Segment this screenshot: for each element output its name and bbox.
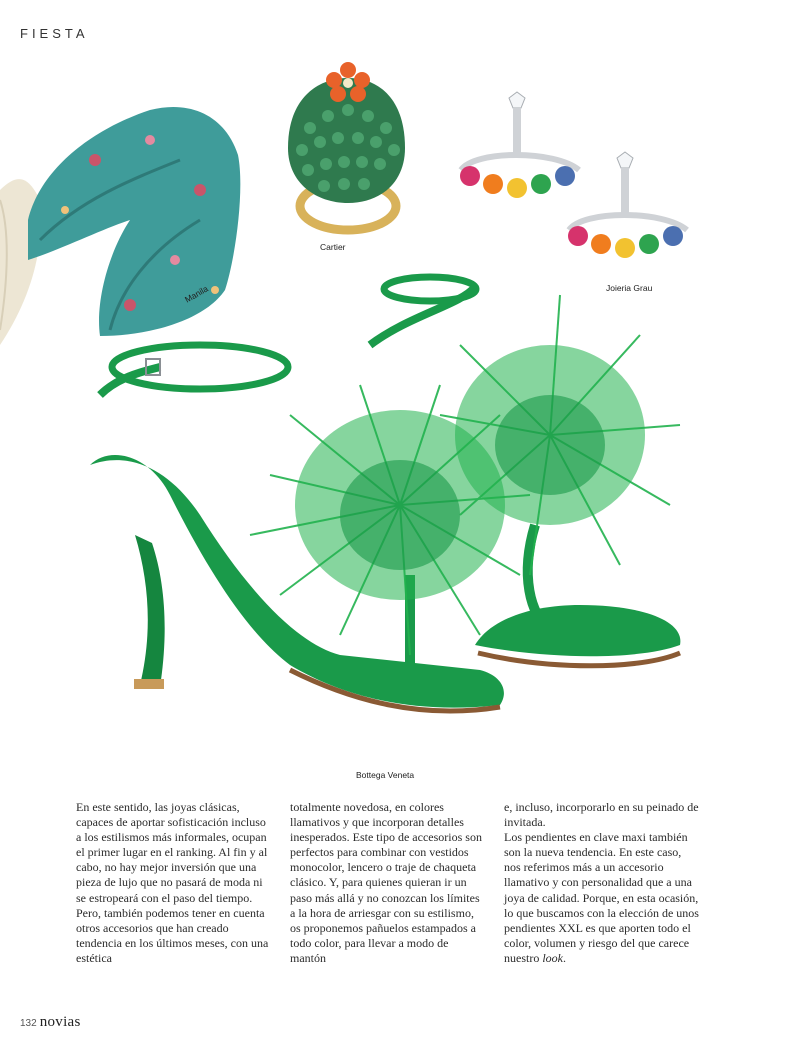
paragraph-text: Los pendientes en clave maxi también son la nueva tendencia. En este caso, nos referimos más a un accesorio llamativo y con personalidad que a una joya de calidad. Porque, en esta ocasión, lo que buscamos con la elección de unos pendientes XXL es que aporten todo el color, volumen y riesgo del que carece nuestro (504, 830, 699, 965)
text-column-1 (76, 800, 272, 966)
ring-caption: Cartier (320, 242, 346, 252)
earrings-caption: Joieria Grau (606, 283, 653, 293)
page-number: 132 (20, 1018, 37, 1029)
page-footer (20, 1014, 81, 1031)
section-label: FIESTA (20, 26, 89, 41)
text-column-3 (504, 800, 700, 966)
emphasis-text: look (542, 950, 563, 965)
scarf-caption: Manila (183, 283, 210, 305)
paragraph: totalmente novedosa, en colores llamativos y que incorporan detalles inesperados. Este tipo de accesorios son perfectos para combinar con vestidos monocolor, lencero o traje de chaqueta clásico. Y, para quienes quieran ir un paso más allá y no conozcan los límites a la hora de arriesgar con su estilismo, os proponemos pañuelos estampados a todo color, para llevar a modo de mantón (290, 800, 482, 965)
text-column-2 (290, 800, 486, 966)
paragraph: En este sentido, las joyas clásicas, capaces de aportar sofisticación incluso a los estilismos más informales, ocupan el primer lugar en el ranking. Al fin y al cabo, no hay mejor inversión que una pieza de lujo que no pasará de moda ni se estropeará con el paso del tiempo. Pero, también podemos tener en cuenta otros accesorios que han creado tendencia en los últimos meses, con una estética (76, 800, 269, 965)
shoes-image (80, 275, 690, 755)
ring-image (280, 58, 410, 238)
paragraph (504, 830, 700, 966)
article-body (76, 800, 706, 1000)
magazine-logo: novias (39, 1014, 81, 1030)
paragraph-end: . (563, 950, 566, 965)
paragraph: e, incluso, incorporarlo en su peinado de invitada. (504, 800, 699, 830)
shoes-caption: Bottega Veneta (356, 770, 415, 780)
earrings-image (455, 88, 695, 278)
